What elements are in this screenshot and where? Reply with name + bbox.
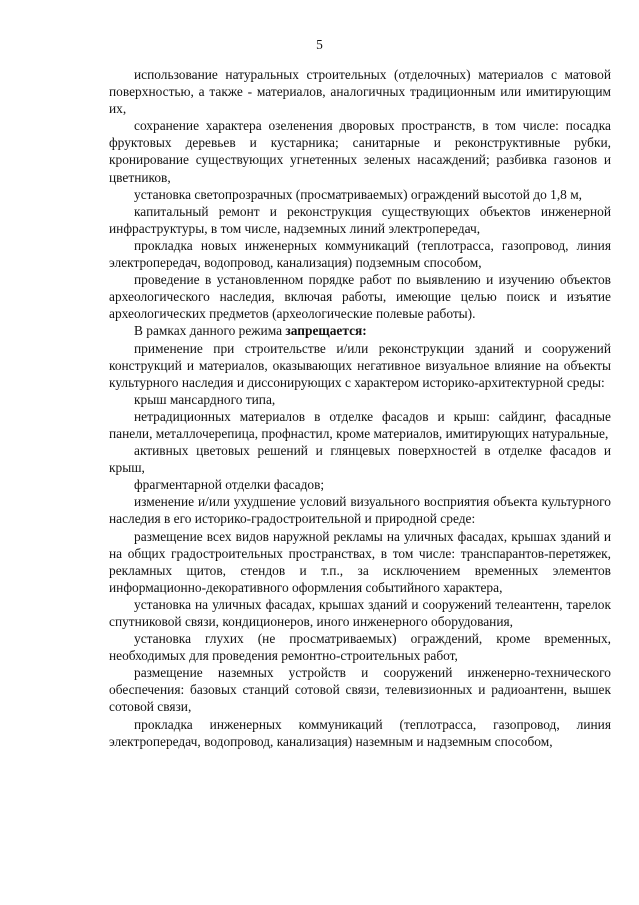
- regime-prohibited-label: запрещается:: [285, 323, 367, 339]
- paragraph: сохранение характера озеленения дворовых пространств, в том числе: посадка фруктовых деревьев и кустарника; санитарные и реконструктивные рубки, кронирование существующих угнетенных зеленых насаждений; разбивка газонов и цветников,: [109, 118, 611, 185]
- paragraph: крыш мансардного типа,: [134, 391, 276, 407]
- paragraph: установка глухих (не просматриваемых) ограждений, кроме временных, необходимых для проведения ремонтно-строительных работ,: [109, 631, 611, 664]
- regime-paragraph: [109, 322, 611, 339]
- paragraph: капитальный ремонт и реконструкция существующих объектов инженерной инфраструктуры, в том числе, надземных линий электропередач,: [109, 203, 611, 236]
- paragraph: размещение всех видов наружной рекламы на уличных фасадах, крышах зданий и на общих градостроительных пространствах, в том числе: транспарантов-перетяжек, рекламных щитов, стендов и т.п., за исключением временных элементов информационно-декоративного оформления событийного характера,: [109, 528, 611, 595]
- paragraph: установка на уличных фасадах, крышах зданий и сооружений телеантенн, тарелок спутниковой связи, кондиционеров, иного инженерного оборудования,: [109, 596, 611, 629]
- paragraph: нетрадиционных материалов в отделке фасадов и крыш: сайдинг, фасадные панели, металлочерепица, профнастил, кроме материалов, имитирующих натуральные,: [109, 408, 611, 441]
- paragraph: прокладка новых инженерных коммуникаций (теплотрасса, газопровод, линия электропередач, водопровод, канализация) подземным способом,: [109, 237, 611, 271]
- document-body: [109, 66, 611, 750]
- paragraph: применение при строительстве и/или реконструкции зданий и сооружений конструкций и материалов, оказывающих негативное визуальное влияние на объекты культурного наследия и диссонирующих с характером историко-архитектурной среды:: [109, 340, 611, 390]
- paragraph: фрагментарной отделки фасадов;: [134, 477, 325, 493]
- regime-intro-text: В рамках данного режима: [134, 323, 286, 339]
- paragraph: установка светопрозрачных (просматриваемых) ограждений высотой до 1,8 м,: [134, 186, 583, 202]
- paragraph: проведение в установленном порядке работ по выявлению и изучению объектов археологического наследия, включая работы, имеющие целью поиск и изъятие археологических предметов (археологические полевые работы).: [109, 272, 611, 322]
- paragraph: активных цветовых решений и глянцевых поверхностей в отделке фасадов и крыш,: [109, 443, 611, 476]
- paragraph: размещение наземных устройств и сооружений инженерно-технического обеспечения: базовых станций сотовой связи, телевизионных и радиоантенн, вышек сотовой связи,: [109, 665, 611, 715]
- page-number: 5: [316, 37, 323, 52]
- paragraph: изменение и/или ухудшение условий визуального восприятия объекта культурного наследия в его историко-градостроительной и природной среде:: [109, 494, 611, 527]
- paragraph: прокладка инженерных коммуникаций (теплотрасса, газопровод, линия электропередач, водопровод, канализация) наземным и надземным способом,: [109, 716, 611, 749]
- paragraph: использование натуральных строительных (отделочных) материалов с матовой поверхностью, а также - материалов, аналогичных традиционным или имитирующим их,: [109, 67, 611, 117]
